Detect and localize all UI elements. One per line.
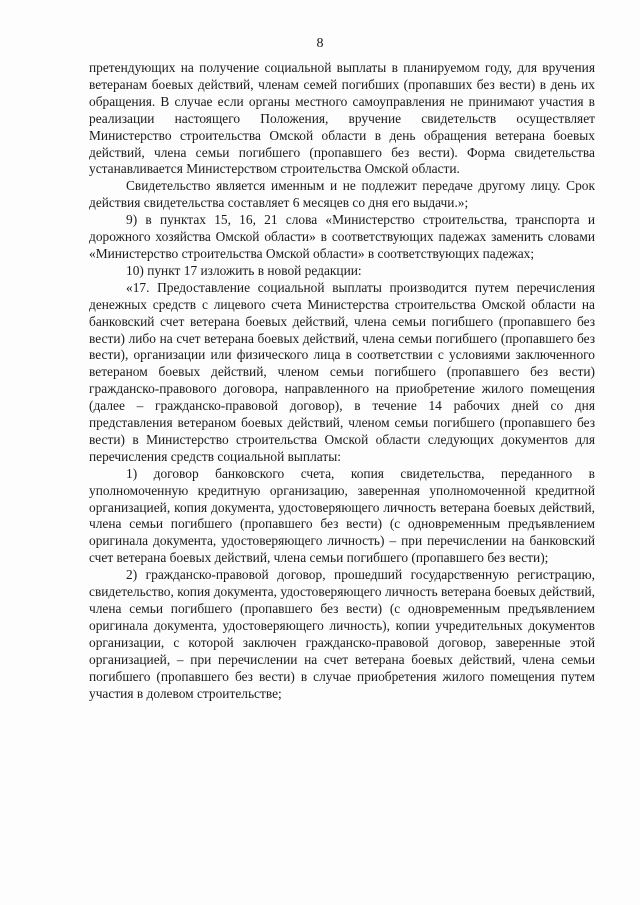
- paragraph: 10) пункт 17 изложить в новой редакции:: [126, 262, 362, 278]
- paragraph: «17. Предоставление социальной выплаты производится путем перечисления денежных средств с лицевого счета Министерства строительства Омской области на банковский счет ветерана боевых действий, члена семьи погибшего (пропавшего без вести) либо на счет ветерана боевых действий, члена семьи погибшего (пропавшего без вести), организации или физического лица в соответствии с условиями заключенного ветераном боевых действий, членом семьи погибшего (пропавшего без вести) гражданско-правового договора, направленного на приобретение жилого помещения (далее – гражданско-правовой договор), в течение 14 рабочих дней со дня представления ветераном боевых действий, членом семьи погибшего (пропавшего без вести) в Министерство строительства Омской области следующих документов для перечисления средств социальной выплаты:: [89, 279, 595, 464]
- paragraph: 1) договор банковского счета, копия свидетельства, переданного в уполномоченную кредитную организацию, заверенная уполномоченной кредитной организацией, копия документа, удостоверяющего личность ветерана боевых действий, члена семьи погибшего (пропавшего без вести) (с одновременным предъявлением оригинала документа, удостоверяющего личность) – при перечислении на банковский счет ветерана боевых действий, члена семьи погибшего (пропавшего без вести);: [89, 465, 595, 566]
- paragraph: Свидетельство является именным и не подлежит передаче другому лицу. Срок действия свидетельства составляет 6 месяцев со дня его выдачи.»;: [89, 178, 595, 211]
- page-number: 8: [316, 36, 324, 51]
- document-body: [89, 60, 595, 702]
- paragraph: 2) гражданско-правовой договор, прошедший государственную регистрацию, свидетельство, копия документа, удостоверяющего личность ветерана боевых действий, члена семьи погибшего (пропавшего без вести) (с одновременным предъявлением оригинала документа, удостоверяющего личность), копии учредительных документов организации, с которой заключен гражданско-правовой договор, заверенные этой организацией, – при перечислении на счет ветерана боевых действий, члена семьи погибшего (пропавшего без вести) в случае приобретения жилого помещения путем участия в долевом строительстве;: [89, 567, 595, 701]
- paragraph: 9) в пунктах 15, 16, 21 слова «Министерство строительства, транспорта и дорожного хозяйства Омской области» в соответствующих падежах заменить словами «Министерство строительства Омской области» в соответствующих падежах;: [89, 212, 595, 261]
- paragraph: претендующих на получение социальной выплаты в планируемом году, для вручения ветеранам боевых действий, членам семей погибших (пропавших без вести) в день их обращения. В случае если органы местного самоуправления не принимают участия в реализации настоящего Положения, вручение свидетельств осуществляет Министерство строительства Омской области в день обращения ветерана боевых действий, члена семьи погибшего (пропавшего без вести). Форма свидетельства устанавливается Министерством строительства Омской области.: [89, 60, 595, 177]
